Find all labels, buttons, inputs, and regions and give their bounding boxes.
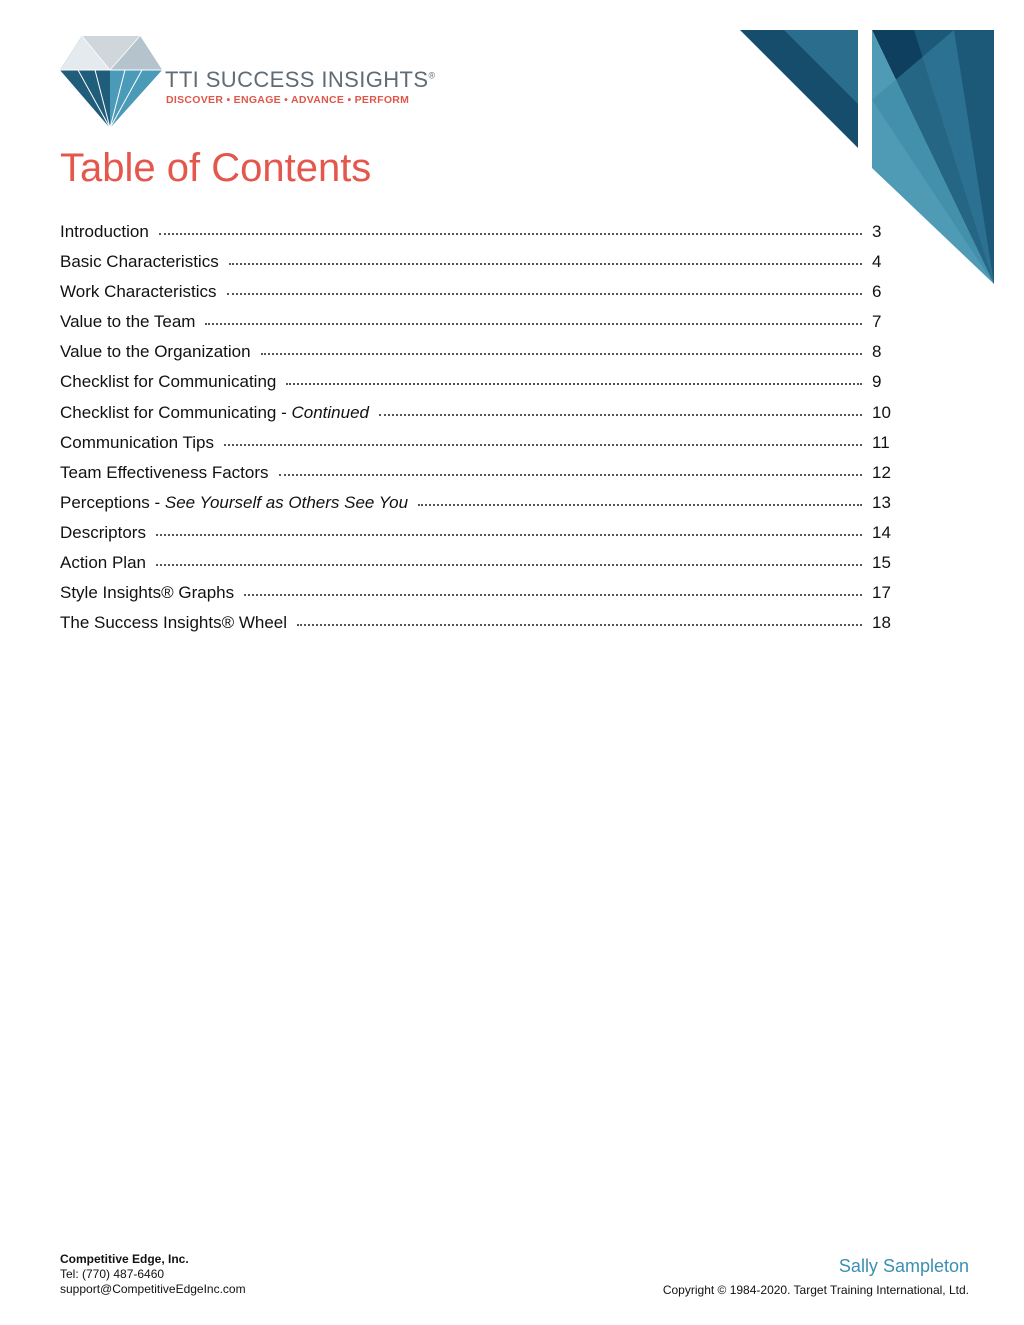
toc-entry-text: Value to the Organization bbox=[60, 342, 251, 362]
toc-page-number: 3 bbox=[872, 222, 882, 241]
toc-entry[interactable] bbox=[60, 342, 892, 372]
toc-entry-text: The Success Insights® Wheel bbox=[60, 613, 288, 633]
toc-page-number: 12 bbox=[872, 462, 891, 482]
toc-entry-text: Team Effectiveness Factors bbox=[60, 462, 269, 482]
toc-entry-text: Basic Characteristics bbox=[60, 252, 219, 272]
toc-entry[interactable] bbox=[60, 433, 892, 463]
toc-page-number: 10 bbox=[872, 402, 891, 422]
toc-entry-label bbox=[60, 493, 408, 513]
toc-page-number: 6 bbox=[872, 282, 882, 302]
toc-entry-text: Action Plan bbox=[60, 553, 146, 573]
toc-entry-text: Value to the Team bbox=[60, 312, 196, 332]
toc-entry[interactable] bbox=[60, 613, 892, 643]
toc-dot-leader bbox=[156, 564, 862, 566]
logo-name bbox=[165, 67, 436, 93]
toc-page-number: 4 bbox=[872, 252, 882, 272]
toc-entry[interactable] bbox=[60, 493, 892, 523]
toc-entry[interactable] bbox=[60, 583, 892, 613]
toc-page-number: 14 bbox=[872, 522, 891, 542]
toc-entry-text: Checklist for Communicating - bbox=[60, 402, 292, 422]
toc-dot-leader bbox=[159, 233, 862, 235]
toc-entry[interactable] bbox=[60, 403, 892, 433]
toc-entry-text: Work Characteristics bbox=[60, 282, 217, 302]
toc-dot-leader bbox=[156, 534, 862, 536]
footer-contact bbox=[60, 1252, 246, 1297]
toc-page-number: 7 bbox=[872, 312, 882, 332]
toc-entry-text: Introduction bbox=[60, 222, 149, 241]
toc-entry-label bbox=[60, 553, 146, 573]
toc-page-number: 11 bbox=[872, 432, 890, 452]
person-name: Sally Sampleton bbox=[838, 1256, 969, 1276]
toc-entry-label bbox=[60, 613, 287, 633]
toc-entry-text: Style Insights® Graphs bbox=[60, 583, 235, 603]
toc-entry-text: Descriptors bbox=[60, 522, 146, 542]
toc-entry-label bbox=[60, 342, 251, 362]
toc-entry-italic-text: See Yourself as Others See You bbox=[164, 492, 409, 512]
toc-dot-leader bbox=[297, 624, 862, 626]
toc-dot-leader bbox=[205, 323, 862, 325]
toc-page-number: 9 bbox=[872, 372, 882, 392]
toc-dot-leader bbox=[261, 353, 862, 355]
toc-entry-label bbox=[60, 403, 369, 423]
toc-entry[interactable] bbox=[60, 463, 892, 493]
toc-dot-leader bbox=[286, 383, 862, 385]
toc-entry[interactable] bbox=[60, 523, 892, 553]
toc-entry-label bbox=[60, 583, 234, 603]
toc-entry-italic-text: Continued bbox=[291, 402, 369, 422]
toc-entry-label bbox=[60, 463, 269, 483]
logo-tagline: DISCOVER • ENGAGE • ADVANCE • PERFORM bbox=[166, 94, 410, 106]
toc-entry-label bbox=[60, 222, 149, 242]
toc-entry[interactable] bbox=[60, 312, 892, 342]
footer-right bbox=[663, 1256, 969, 1297]
toc-dot-leader bbox=[227, 293, 863, 295]
toc-entry[interactable] bbox=[60, 372, 892, 402]
toc-page-number: 17 bbox=[872, 583, 891, 603]
toc-dot-leader bbox=[224, 444, 862, 446]
toc-entry[interactable] bbox=[60, 282, 892, 312]
company-name: Competitive Edge, Inc. bbox=[60, 1252, 189, 1266]
company-email: support@CompetitiveEdgeInc.com bbox=[60, 1282, 246, 1296]
toc-entry-label bbox=[60, 252, 219, 272]
toc-entry-text: Perceptions - bbox=[60, 492, 165, 512]
tti-logo bbox=[58, 36, 436, 128]
toc-entry-label bbox=[60, 433, 214, 453]
toc-dot-leader bbox=[379, 414, 862, 416]
table-of-contents bbox=[60, 222, 892, 643]
diamond-logo-icon bbox=[58, 36, 162, 128]
toc-entry[interactable] bbox=[60, 252, 892, 282]
toc-entry-label bbox=[60, 523, 146, 543]
toc-entry[interactable] bbox=[60, 222, 892, 252]
toc-entry-text: Checklist for Communicating bbox=[60, 372, 277, 392]
toc-entry-label bbox=[60, 372, 276, 392]
toc-page-number: 15 bbox=[872, 553, 891, 573]
toc-entry[interactable] bbox=[60, 553, 892, 583]
toc-dot-leader bbox=[279, 474, 863, 476]
toc-dot-leader bbox=[244, 594, 862, 596]
toc-page-number: 13 bbox=[872, 492, 891, 512]
toc-entry-label bbox=[60, 312, 195, 332]
toc-page-number: 8 bbox=[872, 342, 882, 362]
toc-dot-leader bbox=[418, 504, 862, 506]
page-title: Table of Contents bbox=[60, 146, 372, 190]
toc-entry-label bbox=[60, 282, 217, 302]
toc-page-number: 18 bbox=[872, 613, 891, 633]
logo-registered-mark: ® bbox=[428, 70, 436, 81]
copyright: Copyright © 1984-2020. Target Training International, Ltd. bbox=[662, 1283, 969, 1297]
company-phone: Tel: (770) 487-6460 bbox=[60, 1267, 165, 1281]
toc-entry-text: Communication Tips bbox=[60, 432, 215, 452]
logo-name-text: TTI SUCCESS INSIGHTS bbox=[165, 67, 429, 92]
toc-dot-leader bbox=[229, 263, 862, 265]
